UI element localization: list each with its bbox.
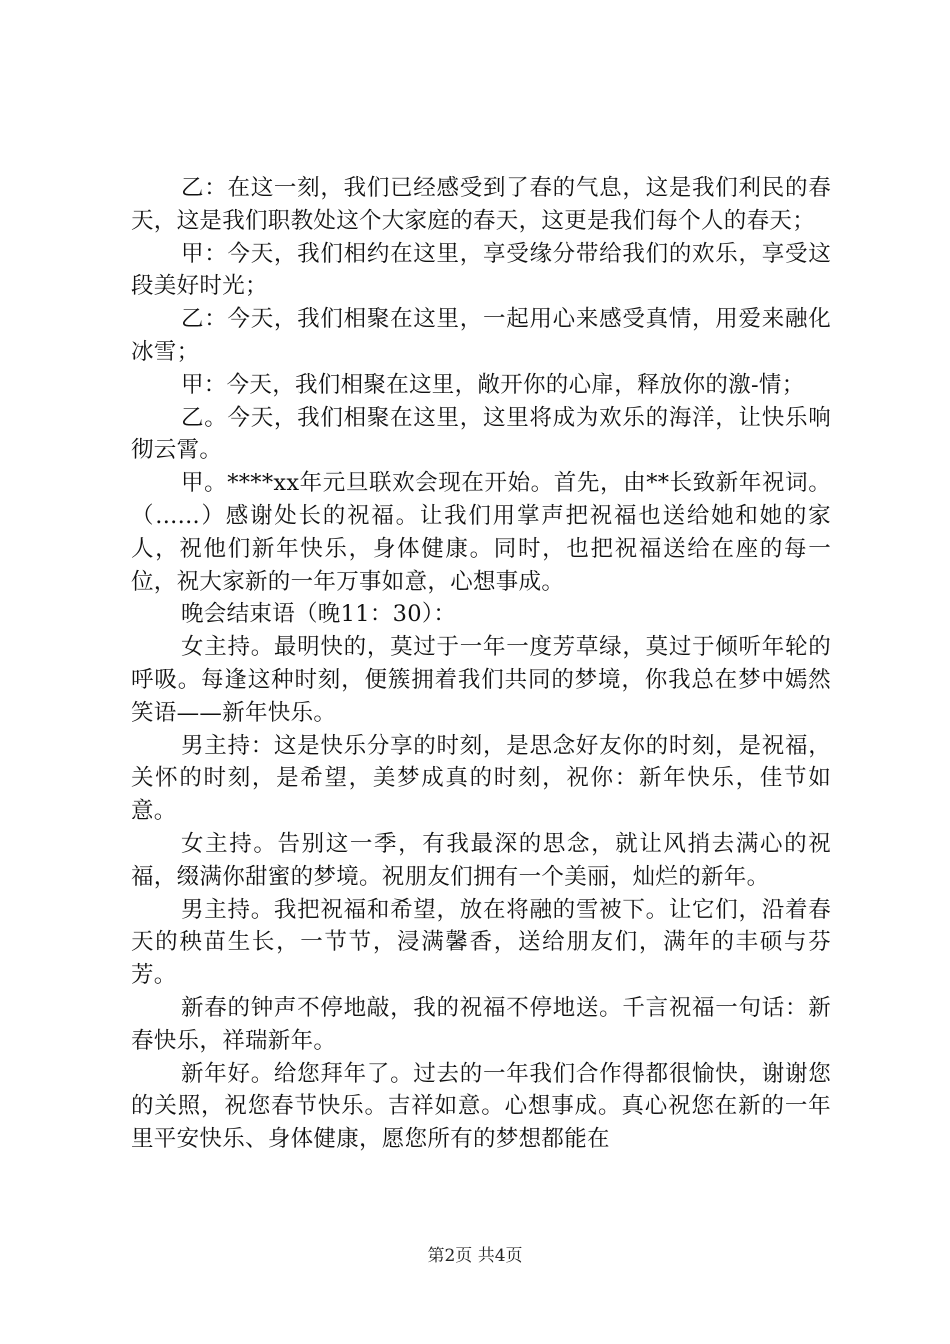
- paragraph-2: 甲：今天，我们相约在这里，享受缘分带给我们的欢乐，享受这段美好时光；: [131, 240, 831, 300]
- paragraph-6: 甲。****xx年元旦联欢会现在开始。首先，由**长致新年祝词。（......）感谢处长的祝福。让我们用掌声把祝福也送给她和她的家人，祝他们新年快乐，身体健康。同时，也把祝福送给在座的每一位，祝大家新的一年万事如意，心想事成。: [131, 470, 831, 595]
- paragraph-9: 男主持：这是快乐分享的时刻，是思念好友你的时刻，是祝福，关怀的时刻，是希望，美梦成真的时刻，祝你：新年快乐，佳节如意。: [131, 732, 831, 825]
- paragraph-10: 女主持。告别这一季，有我最深的思念，就让风捎去满心的祝福，缀满你甜蜜的梦境。祝朋友们拥有一个美丽，灿烂的新年。: [131, 830, 831, 890]
- page-number-footer: 第2页 共4页: [427, 1246, 523, 1266]
- paragraph-4: 甲：今天，我们相聚在这里，敞开你的心扉，释放你的激-情；: [181, 371, 805, 398]
- paragraph-8: 女主持。最明快的，莫过于一年一度芳草绿，莫过于倾听年轮的呼吸。每逢这种时刻，便簇拥着我们共同的梦境，你我总在梦中嫣然笑语——新年快乐。: [131, 634, 831, 726]
- paragraph-3: 乙：今天，我们相聚在这里，一起用心来感受真情，用爱来融化冰雪；: [131, 306, 831, 365]
- paragraph-11: 男主持。我把祝福和希望，放在将融的雪被下。让它们，沿着春天的秧苗生长，一节节，浸满馨香，送给朋友们，满年的丰硕与芬芳。: [131, 896, 831, 989]
- paragraph-5: 乙。今天，我们相聚在这里，这里将成为欢乐的海洋，让快乐响彻云霄。: [131, 404, 831, 464]
- paragraph-1: 乙：在这一刻，我们已经感受到了春的气息，这是我们利民的春天，这是我们职教处这个大家庭的春天，这更是我们每个人的春天；: [131, 175, 831, 234]
- paragraph-7: 晚会结束语（晚11：30）：: [181, 601, 457, 628]
- document-body: [131, 172, 831, 1156]
- paragraph-13: 新年好。给您拜年了。过去的一年我们合作得都很愉快，谢谢您的关照，祝您春节快乐。吉祥如意。心想事成。真心祝您在新的一年里平安快乐、身体健康，愿您所有的梦想都能在: [131, 1060, 831, 1153]
- paragraph-12: 新春的钟声不停地敲，我的祝福不停地送。千言祝福一句话：新春快乐，祥瑞新年。: [131, 994, 831, 1054]
